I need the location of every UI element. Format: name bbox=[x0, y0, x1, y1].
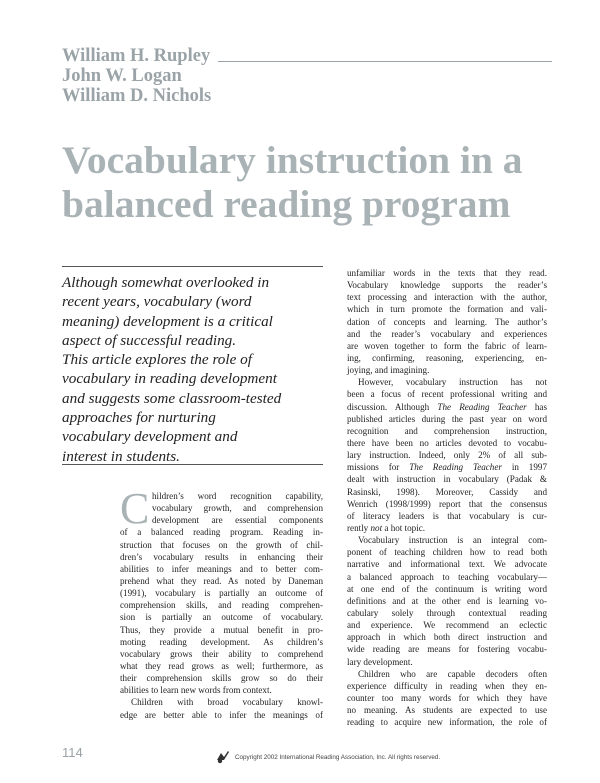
body-line: Children with broad vocabulary knowl- bbox=[131, 697, 323, 708]
body-line: ponent of teaching children how to read both bbox=[347, 547, 547, 558]
body-line: Vocabulary instruction is an integral com- bbox=[358, 535, 547, 546]
body-line: approach in which both direct instruction and bbox=[347, 632, 547, 643]
body-line: of a balanced reading program. Reading in- bbox=[120, 527, 323, 538]
journal-title: The Reading Teacher bbox=[437, 401, 527, 412]
abstract-bottom-rule bbox=[62, 464, 323, 465]
body-line: moting reading development. As children’s bbox=[120, 636, 323, 647]
body-line: been a focus of recent professional writing and bbox=[347, 389, 547, 400]
title-line: Vocabulary instruction in a bbox=[62, 138, 523, 182]
body-line: are woven together to form the fabric of learn- bbox=[347, 340, 547, 351]
body-line: experience difficulty in reading when they en- bbox=[347, 680, 547, 691]
abstract-line: vocabulary in reading development bbox=[62, 370, 277, 388]
author-rule bbox=[218, 61, 552, 62]
abstract-line: interest in students. bbox=[62, 447, 180, 465]
abstract-line: Although somewhat overlooked in bbox=[62, 274, 270, 291]
abstract-line: vocabulary development and bbox=[62, 428, 238, 446]
body-line: lary instruction. Indeed, only 2% of all sub- bbox=[347, 450, 547, 461]
body-line: rently not a hot topic. bbox=[347, 522, 426, 533]
body-line: ing, confirming, reasoning, experiencing, en- bbox=[347, 352, 547, 363]
body-line: abilities to learn new words from context. bbox=[120, 685, 272, 696]
body-line: Wenrich (1998/1999) report that the consensus bbox=[347, 498, 547, 509]
body-line: of literacy leaders is that vocabulary is cur- bbox=[347, 510, 547, 521]
abstract bbox=[62, 273, 324, 466]
body-line: dren’s vocabulary results in enhancing their bbox=[120, 551, 323, 562]
body-line: reading to acquire new information, the role of bbox=[347, 717, 547, 728]
body-line: unfamiliar words in the texts that they read. bbox=[347, 268, 547, 278]
body-line: joying, and imagining. bbox=[347, 365, 430, 376]
ira-logo-icon bbox=[215, 750, 231, 764]
author-name: John W. Logan bbox=[62, 66, 182, 86]
author-name: William H. Rupley bbox=[62, 46, 211, 66]
body-line: a balanced approach to teaching vocabulary— bbox=[347, 571, 547, 582]
copyright-footer bbox=[215, 750, 440, 764]
abstract-top-rule bbox=[62, 266, 323, 267]
body-line: Vocabulary knowledge supports the reader’s bbox=[347, 280, 547, 291]
body-line: definitions and at the other end is learning vo- bbox=[347, 595, 547, 606]
body-line: lary development. bbox=[347, 656, 413, 667]
body-line: at one end of the continuum is writing word bbox=[347, 583, 547, 594]
author-list bbox=[62, 46, 552, 106]
body-line: text processing and interaction with the author, bbox=[347, 292, 547, 303]
body-line: vocabulary growth, and comprehension bbox=[152, 503, 323, 514]
body-line: and experience. We recommend an eclectic bbox=[347, 620, 547, 631]
abstract-line: and suggests some classroom-tested bbox=[62, 389, 282, 407]
body-line: their comprehension skills grow so do their bbox=[120, 673, 323, 684]
body-line: abilities to infer meanings and to better com- bbox=[120, 563, 323, 574]
body-line: narrative and informational text. We advocate bbox=[347, 559, 547, 570]
emphasis: not bbox=[370, 522, 383, 533]
author-2 bbox=[62, 66, 552, 86]
body-line: Thus, they provide a mutual benefit in pro- bbox=[120, 624, 323, 635]
author-name: William D. Nichols bbox=[62, 86, 212, 106]
abstract-line: aspect of successful reading. bbox=[62, 331, 237, 349]
body-column-right bbox=[347, 267, 547, 728]
body-line: there have been no articles devoted to vocabu- bbox=[347, 437, 547, 448]
body-line: (1991), vocabulary is partially an outcome of bbox=[120, 588, 323, 599]
abstract-line: recent years, vocabulary (word bbox=[62, 293, 252, 311]
body-line: However, vocabulary instruction has not bbox=[358, 377, 547, 388]
body-line: sion is partially an outcome of vocabulary. bbox=[120, 612, 323, 623]
body-line: no meaning. As students are expected to use bbox=[347, 705, 547, 716]
drop-cap: C bbox=[120, 484, 150, 533]
body-column-left bbox=[120, 490, 323, 721]
author-3 bbox=[62, 86, 552, 106]
body-line: what they read grows as well; furthermore, as bbox=[120, 660, 323, 671]
body-line: edge are better able to infer the meanings of bbox=[120, 709, 323, 720]
page-number: 114 bbox=[62, 745, 83, 760]
title-line: balanced reading program bbox=[62, 182, 511, 226]
body-line: prehend what they read. As noted by Daneman bbox=[120, 575, 323, 586]
body-line: discussion. Although The Reading Teacher has bbox=[347, 401, 547, 412]
body-line: recognition and comprehension instruction, bbox=[347, 425, 547, 436]
body-line: dation of concepts and learning. The author’s bbox=[347, 316, 547, 327]
body-line: missions for The Reading Teacher in 1997 bbox=[347, 462, 547, 473]
body-line: and the reader’s vocabulary and experiences bbox=[347, 328, 547, 339]
abstract-line: This article explores the role of bbox=[62, 351, 252, 369]
body-line: Children who are capable decoders often bbox=[358, 668, 547, 679]
abstract-line: approaches for nurturing bbox=[62, 409, 216, 427]
body-line: cabulary solely through contextual reading bbox=[347, 607, 547, 618]
body-line: comprehension skills, and reading comprehen- bbox=[120, 600, 323, 611]
journal-title: The Reading Teacher bbox=[409, 462, 502, 473]
body-line: vocabulary grows their ability to comprehend bbox=[120, 648, 323, 659]
body-line: hildren’s word recognition capability, bbox=[152, 491, 323, 501]
body-line: dealt with instruction in vocabulary (Padak & bbox=[347, 474, 547, 485]
body-line: struction that focuses on the growth of chil- bbox=[120, 539, 323, 550]
author-1 bbox=[62, 46, 552, 66]
body-line: wide reading are means for fostering vocabu- bbox=[347, 644, 547, 655]
body-line: which in turn promote the formation and vali- bbox=[347, 304, 547, 315]
body-line: development are essential components bbox=[152, 515, 323, 526]
body-line: published articles during the past year on word bbox=[347, 413, 547, 424]
article-title bbox=[62, 138, 562, 226]
body-line: Rasinski, 1998). Moreover, Cassidy and bbox=[347, 486, 547, 497]
abstract-line: meaning) development is a critical bbox=[62, 312, 273, 330]
body-line: counter too many words for which they have bbox=[347, 692, 547, 703]
copyright-text: Copyright 2002 International Reading Association, Inc. All rights reserved. bbox=[235, 753, 441, 761]
